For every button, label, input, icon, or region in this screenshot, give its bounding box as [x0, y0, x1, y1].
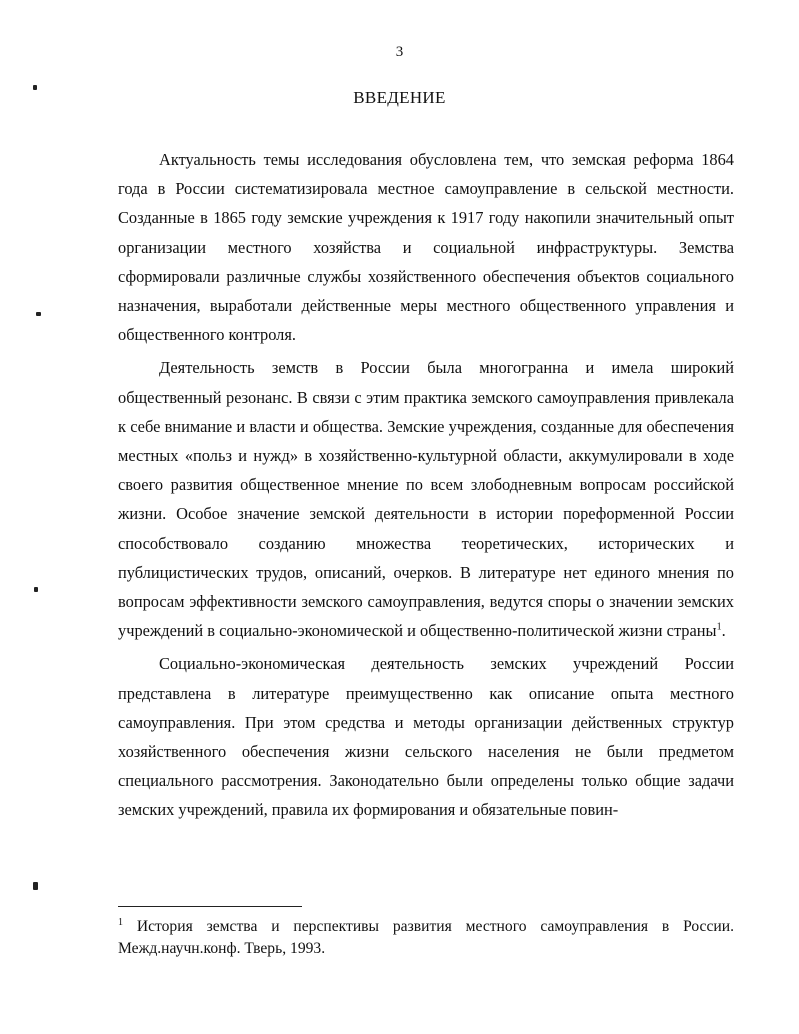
scan-mark — [33, 85, 37, 90]
body-text — [118, 145, 734, 825]
page-title: ВВЕДЕНИЕ — [353, 88, 446, 107]
footnote-divider — [118, 906, 302, 907]
footnote-marker: 1 — [118, 916, 123, 928]
paragraph-2-tail: . — [721, 621, 726, 641]
scan-mark — [33, 882, 38, 890]
paragraph-2-text: Деятельность земств в России была многогранна и имела широкий общественный резонанс. В связи с этим практика земского самоуправления привлекала к себе внимание и власти и общества. Земские учреждения, созданные для обеспечения местных «польз и нужд» в хозяйственно-культурной области, аккумулировали в ходе своего развития общественное мнение по всем злободневным вопросам российской жизни. Особое значение земской деятельности в истории пореформенной России способствовало созданию множества теоретических, исторических и публицистических трудов, описаний, очерков. В литературе нет единого мнения по вопросам эффективности земского самоуправления, ведутся споры о значении земских учреждений в социально-экономической и общественно-политической жизни страны — [118, 358, 734, 641]
footnote-text: История земства и перспективы развития местного самоуправления в России. Межд.научн.конф. Тверь, 1993. — [118, 918, 734, 957]
page-number: 3 — [395, 44, 404, 60]
paragraph-1: Актуальность темы исследования обусловлена тем, что земская реформа 1864 года в России систематизировала местное самоуправление в сельской местности. Созданные в 1865 году земские учреждения к 1917 году накопили значительный опыт организации местного хозяйства и социальной инфраструктуры. Земства сформировали различные службы хозяйственного обеспечения объектов социального назначения, выработали действенные меры местного общественного управления и общественного контроля. — [118, 150, 734, 345]
scan-mark — [36, 312, 41, 316]
scan-mark — [34, 587, 38, 592]
paragraph-2 — [118, 353, 734, 645]
paragraph-3: Социально-экономическая деятельность земских учреждений России представлена в литературе преимущественно как описание опыта местного самоуправления. При этом средства и методы организации действенных структур хозяйственного обеспечения жизни сельского населения не были предметом специального рассмотрения. Законодательно были определены только общие задачи земских учреждений, правила их формирования и обязательные повин- — [118, 654, 734, 820]
footnote-reference[interactable]: 1 — [716, 621, 722, 633]
footnote — [118, 916, 734, 960]
